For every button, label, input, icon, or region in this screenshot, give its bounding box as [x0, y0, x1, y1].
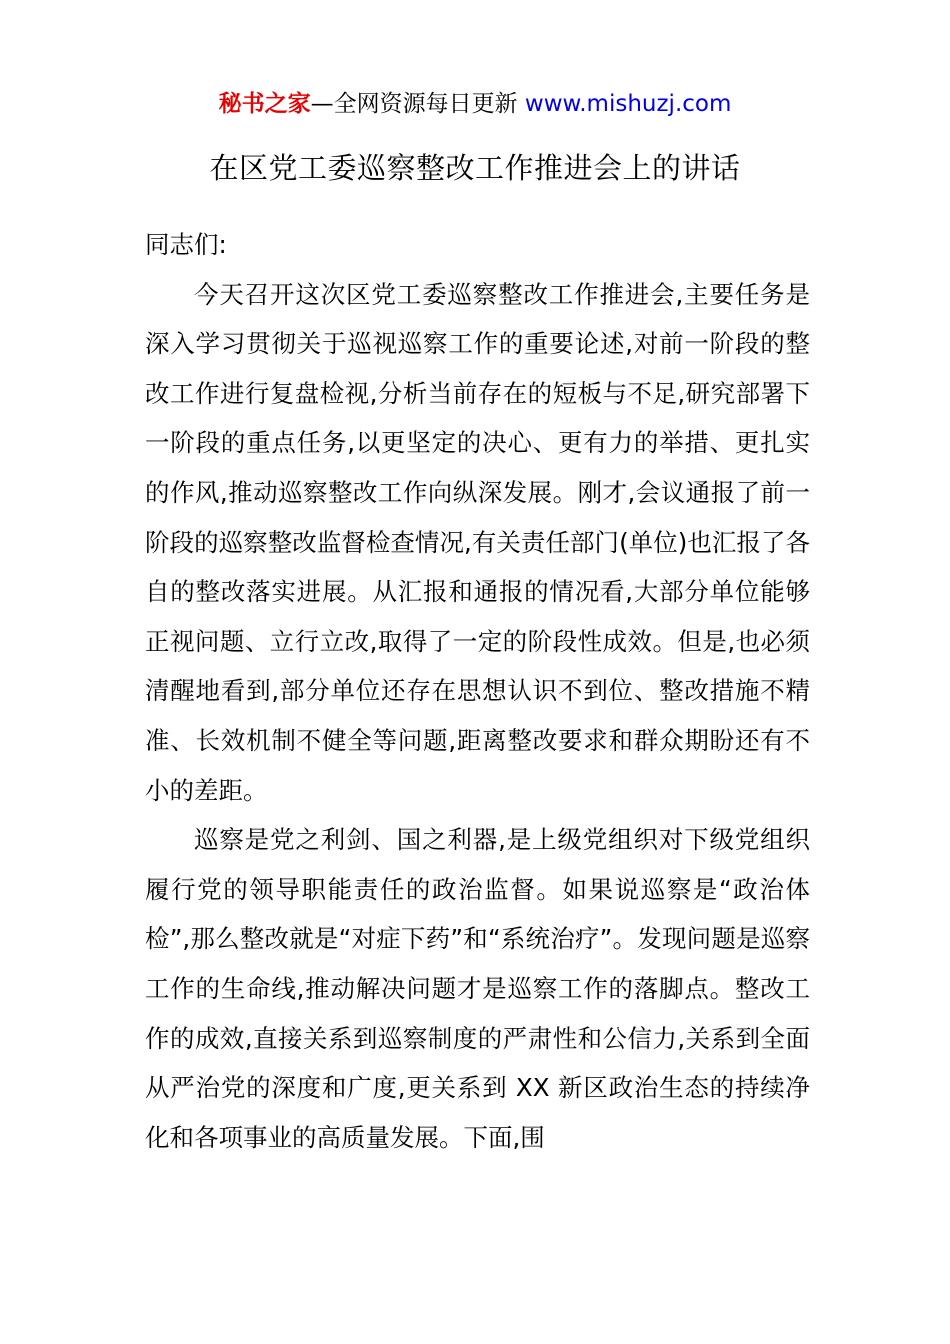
site-banner	[0, 88, 950, 120]
site-tagline: —全网资源每日更新	[310, 91, 525, 117]
paragraph-2: 巡察是党之利剑、国之利器,是上级党组织对下级党组织履行党的领导职能责任的政治监督。如果说巡察是“政治体检”,那么整改就是“对症下药”和“系统治疗”。发现问题是巡察工作的生命线,推动解决问题才是巡察工作的落脚点。整改工作的成效,直接关系到巡察制度的严肃性和公信力,关系到全面从严治党的深度和广度,更关系到 XX 新区政治生态的持续净化和各项事业的高质量发展。下面,围	[145, 825, 810, 1152]
paragraph-1: 今天召开这次区党工委巡察整改工作推进会,主要任务是深入学习贯彻关于巡视巡察工作的重要论述,对前一阶段的整改工作进行复盘检视,分析当前存在的短板与不足,研究部署下一阶段的重点任务,以更坚定的决心、更有力的举措、更扎实的作风,推动巡察整改工作向纵深发展。刚才,会议通报了前一阶段的巡察整改监督检查情况,有关责任部门(单位)也汇报了各自的整改落实进展。从汇报和通报的情况看,大部分单位能够正视问题、立行立改,取得了一定的阶段性成效。但是,也必须清醒地看到,部分单位还存在思想认识不到位、整改措施不精准、长效机制不健全等问题,距离整改要求和群众期盼还有不小的差距。	[145, 279, 810, 805]
site-url-link[interactable]: www.mishuzj.com	[524, 91, 732, 117]
document-body	[145, 220, 810, 1162]
salutation: 同志们:	[145, 230, 227, 259]
site-brand: 秘书之家	[218, 91, 311, 117]
document-title: 在区党工委巡察整改工作推进会上的讲话	[209, 151, 741, 185]
